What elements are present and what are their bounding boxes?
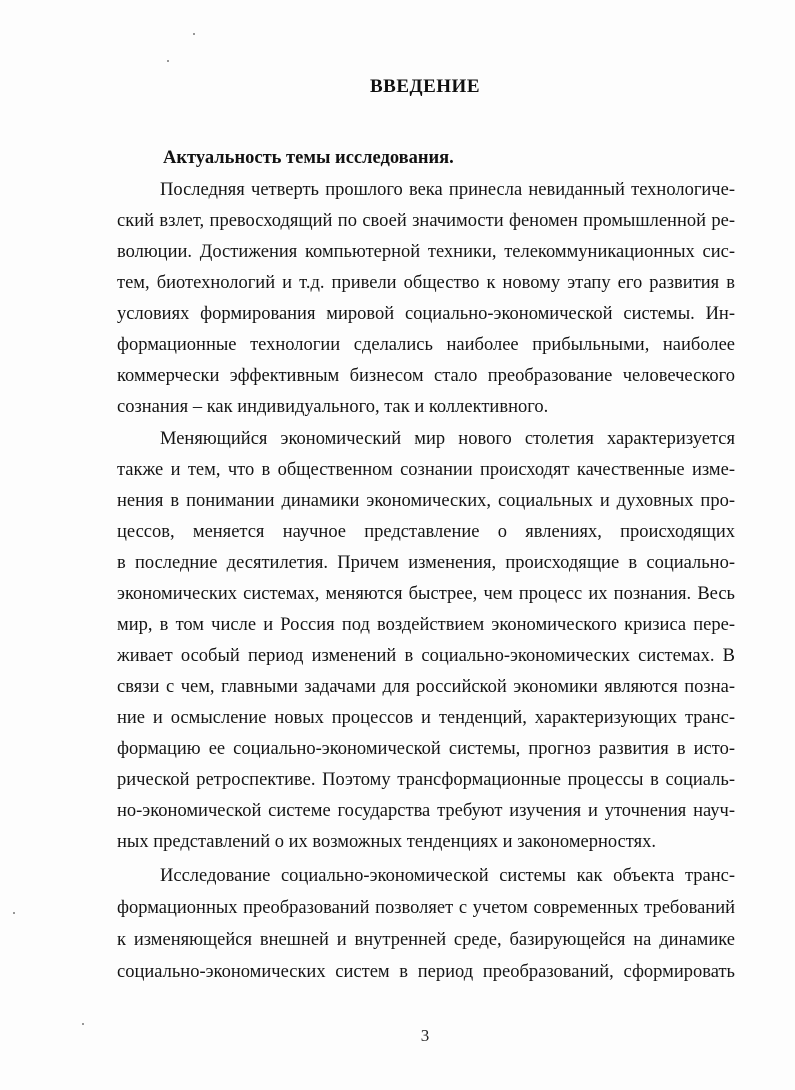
paragraph-2-line-10: ние и осмысление новых процессов и тенденций, характеризующих транс-: [117, 708, 735, 728]
paragraph-1-line-7: коммерчески эффективным бизнесом стало преобразование человеческого: [117, 366, 735, 386]
paragraph-2-line-7: мир, в том числе и Россия под воздействием экономического кризиса пере-: [117, 615, 735, 635]
paragraph-1-line-8: сознания – как индивидуального, так и коллективного.: [117, 397, 549, 417]
page-number: 3: [420, 1026, 430, 1045]
paragraph-2-line-14: ных представлений о их возможных тенденциях и закономерностях.: [117, 832, 657, 852]
paragraph-1-line-3: волюции. Достижения компьютерной техники, телекоммуникационных сис-: [117, 242, 735, 262]
paragraph-1-line-4: тем, биотехнологий и т.д. привели общество к новому этапу его развития в: [117, 273, 735, 293]
paragraph-2-line-12: рической ретроспективе. Поэтому трансформационные процессы в социаль-: [117, 770, 735, 790]
paragraph-3-line-3: к изменяющейся внешней и внутренней среде, базирующейся на динамике: [117, 930, 735, 950]
paragraph-1-line-5: условиях формирования мировой социально-экономической системы. Ин-: [117, 304, 735, 324]
scan-speck: [82, 1023, 84, 1025]
paragraph-2-line-13: но-экономической системе государства требуют изучения и уточнения науч-: [117, 801, 735, 821]
paragraph-3-line-2: формационных преобразований позволяет с учетом современных требований: [117, 898, 735, 918]
page-title: ВВЕДЕНИЕ: [370, 76, 480, 97]
paragraph-2-line-3: нения в понимании динамики экономических, социальных и духовных про-: [117, 491, 735, 511]
scan-speck: [193, 33, 195, 35]
paragraph-2-line-2: также и тем, что в общественном сознании происходят качественные изме-: [117, 460, 735, 480]
paragraph-1-line-6: формационные технологии сделались наиболее прибыльными, наиболее: [117, 335, 735, 355]
paragraph-3-line-1: Исследование социально-экономической системы как объекта транс-: [160, 866, 735, 886]
scan-speck: [13, 912, 15, 914]
paragraph-2-line-9: связи с чем, главными задачами для российской экономики являются позна-: [117, 677, 735, 697]
paragraph-3-line-4: социально-экономических систем в период преобразований, сформировать: [117, 962, 735, 982]
paragraph-2-line-4: цессов, меняется научное представление о явлениях, происходящих: [117, 522, 735, 542]
paragraph-1-line-1: Последняя четверть прошлого века принесла невиданный технологиче-: [160, 180, 735, 200]
paragraph-1-line-2: ский взлет, превосходящий по своей значимости феномен промышленной ре-: [117, 211, 735, 231]
paragraph-2-line-8: живает особый период изменений в социально-экономических системах. В: [117, 646, 735, 666]
paragraph-2-line-6: экономических системах, меняются быстрее, чем процесс их познания. Весь: [117, 584, 735, 604]
scan-speck: [167, 60, 169, 62]
paragraph-2-line-5: в последние десятилетия. Причем изменения, происходящие в социально-: [117, 553, 735, 573]
section-subheading: Актуальность темы исследования.: [163, 148, 454, 168]
paragraph-2-line-1: Меняющийся экономический мир нового столетия характеризуется: [160, 429, 735, 449]
paragraph-2-line-11: формацию ее социально-экономической системы, прогноз развития в исто-: [117, 739, 735, 759]
